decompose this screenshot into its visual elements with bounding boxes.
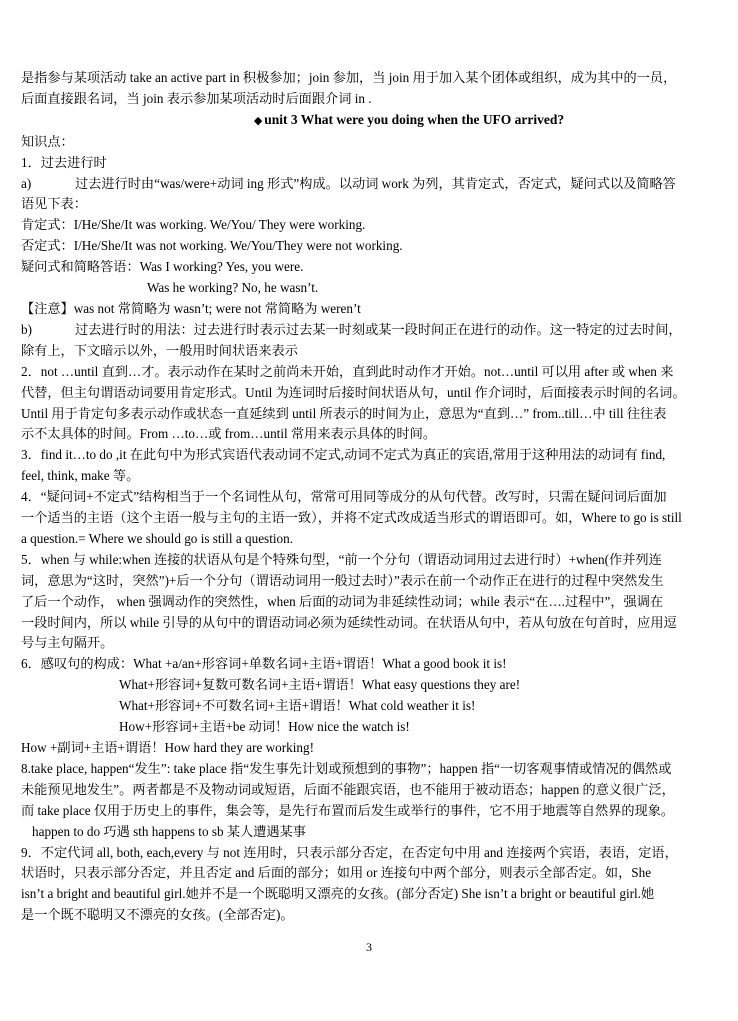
section-5-line-4: 一段时间内，所以 while 引导的从句中的谓语动词必须为延续性动词。在状语从句中，若从句放在句首时，应用逗 bbox=[21, 614, 677, 630]
section-8-line-1: 8.take place, happen“发生”: take place 指“发生事先计划或预想到的事物”；happen 指“一切客观事情或情况的偶然或 bbox=[21, 760, 672, 776]
section-2-line-4: 示不太具体的时间。From …to…或 from…until 常用来表示具体的时间。 bbox=[21, 426, 437, 442]
section-6-line-4: How+形容词+主语+be 动词！How nice the watch is! bbox=[119, 719, 410, 735]
section-5-line-5: 号与主句隔开。 bbox=[21, 635, 114, 651]
document-body bbox=[21, 68, 717, 926]
section-3-line-2: feel, think, make 等。 bbox=[21, 468, 140, 484]
intro-line-2: 后面直接跟名词，当 join 表示参加某项活动时后面跟介词 in . bbox=[21, 90, 372, 106]
section-8-line-3: 而 take place 仅用于历史上的事件，集会等，是先行布置而后发生或举行的事件，它不用于地震等自然界的现象。 bbox=[21, 802, 675, 818]
section-9-line-3: isn’t a bright and beautiful girl.她并不是一个既聪明又漂亮的女孩。(部分否定) She isn’t a bright or beautiful girl.她 bbox=[21, 886, 655, 902]
item-b-line-1 bbox=[21, 320, 717, 341]
section-6-line-2: What+形容词+复数可数名词+主语+谓语！What easy questions they are! bbox=[119, 677, 521, 693]
question-form-2: Was he working? No, he wasn’t. bbox=[147, 280, 319, 296]
section-9-line-4: 是一个既不聪明又不漂亮的女孩。(全部否定)。 bbox=[21, 907, 294, 923]
section-1-heading: 1．过去进行时 bbox=[21, 154, 107, 170]
diamond-bullet-icon: ◆ bbox=[253, 114, 263, 127]
section-6-line-3: What+形容词+不可数名词+主语+谓语！What cold weather it is! bbox=[119, 698, 476, 714]
page-number: 3 bbox=[366, 940, 372, 954]
section-5-line-3: 了后一个动作， when 强调动作的突然性，when 后面的动词为非延续性动词；while 表示“在….过程中”，强调在 bbox=[21, 593, 664, 609]
section-6-line-5: How +副词+主语+谓语！How hard they are working! bbox=[21, 740, 314, 755]
unit-title bbox=[21, 110, 717, 132]
item-b-text: 过去进行时的用法：过去进行时表示过去某一时刻或某一段时间正在进行的动作。这一特定的过去时间， bbox=[75, 321, 682, 337]
section-4-line-1: 4．“疑问词+不定式”结构相当于一个名词性从句，常常可用同等成分的从句代替。改写时，只需在疑问词后面加 bbox=[21, 489, 667, 505]
item-b-label: b) bbox=[21, 321, 32, 337]
item-a-line-2: 语见下表： bbox=[21, 196, 87, 212]
section-5-line-2: 词，意思为“这时，突然”)+后一个分句（谓语动词用一般过去时）”表示在前一个动作正在进行的过程中突然发生 bbox=[21, 572, 664, 588]
section-2-line-3: Until 用于肯定句多表示动作或状态一直延续到 until 所表示的时间为止，意思为“直到…” from..till…中 till 往往表 bbox=[21, 405, 667, 421]
item-b-line-2: 除有上，下文暗示以外，一般用时间状语来表示 bbox=[21, 342, 298, 358]
item-a-line-1 bbox=[21, 174, 717, 195]
section-5-line-1: 5．when 与 while:when 连接的状语从句是个特殊句型，“前一个分句（谓语动词用过去进行时）+when(作并列连 bbox=[21, 551, 662, 567]
note-line: 【注意】was not 常简略为 wasn’t; were not 常简略为 weren’t bbox=[21, 300, 361, 316]
intro-line-1: 是指参与某项活动 take an active part in 积极参加；join 参加，当 join 用于加入某个团体或组织，成为其中的一员， bbox=[21, 70, 677, 85]
knowledge-heading: 知识点： bbox=[21, 133, 74, 149]
section-2-line-2: 代替，但主句谓语动词要用肯定形式。Until 为连词时后接时间状语从句，until 作介词时，后面接表示时间的名词。 bbox=[21, 384, 686, 400]
affirmative-form: 肯定式：I/He/She/It was working. We/You/ They were working. bbox=[21, 217, 366, 233]
section-9-line-1: 9．不定代词 all, both, each,every 与 not 连用时，只表示部分否定，在否定句中用 and 连接两个宾语，表语，定语， bbox=[21, 844, 678, 860]
item-a-text: 过去进行时由“was/were+动词 ing 形式”构成。以动词 work 为列，其肯定式，否定式，疑问式以及简略答 bbox=[75, 175, 676, 191]
question-form-1: 疑问式和简略答语：Was I working? Yes, you were. bbox=[21, 259, 304, 275]
section-3-line-1: 3．find it…to do ,it 在此句中为形式宾语代表动词不定式,动词不定式为真正的宾语,常用于这种用法的动词有 find, bbox=[21, 447, 666, 463]
unit-title-text: unit 3 What were you doing when the UFO arrived? bbox=[264, 111, 565, 127]
section-2-line-1: 2．not …until 直到…才。表示动作在某时之前尚未开始，直到此时动作才开始。not…until 可以用 after 或 when 来 bbox=[21, 363, 674, 379]
section-6-line-1: 6．感叹句的构成：What +a/an+形容词+单数名词+主语+谓语！What a good book it is! bbox=[21, 656, 507, 672]
section-4-line-3: a question.= Where we should go is still a question. bbox=[21, 530, 294, 546]
section-9-line-2: 状语时，只表示部分否定，并且否定 and 后面的部分；如用 or 连接句中两个部分，则表示全部否定。如，She bbox=[21, 865, 652, 881]
item-a-label: a) bbox=[21, 175, 32, 191]
negative-form: 否定式：I/He/She/It was not working. We/You/They were not working. bbox=[21, 238, 403, 254]
section-8-line-2: 未能预见地发生”。两者都是不及物动词或短语，后面不能跟宾语，也不能用于被动语态；happen 的意义很广泛， bbox=[21, 781, 675, 797]
section-4-line-2: 一个适当的主语（这个主语一般与主句的主语一致），并将不定式改成适当形式的谓语即可。如，Where to go is still bbox=[21, 510, 682, 526]
section-8-line-4: happen to do 巧遇 sth happens to sb 某人遭遇某事 bbox=[32, 823, 306, 839]
